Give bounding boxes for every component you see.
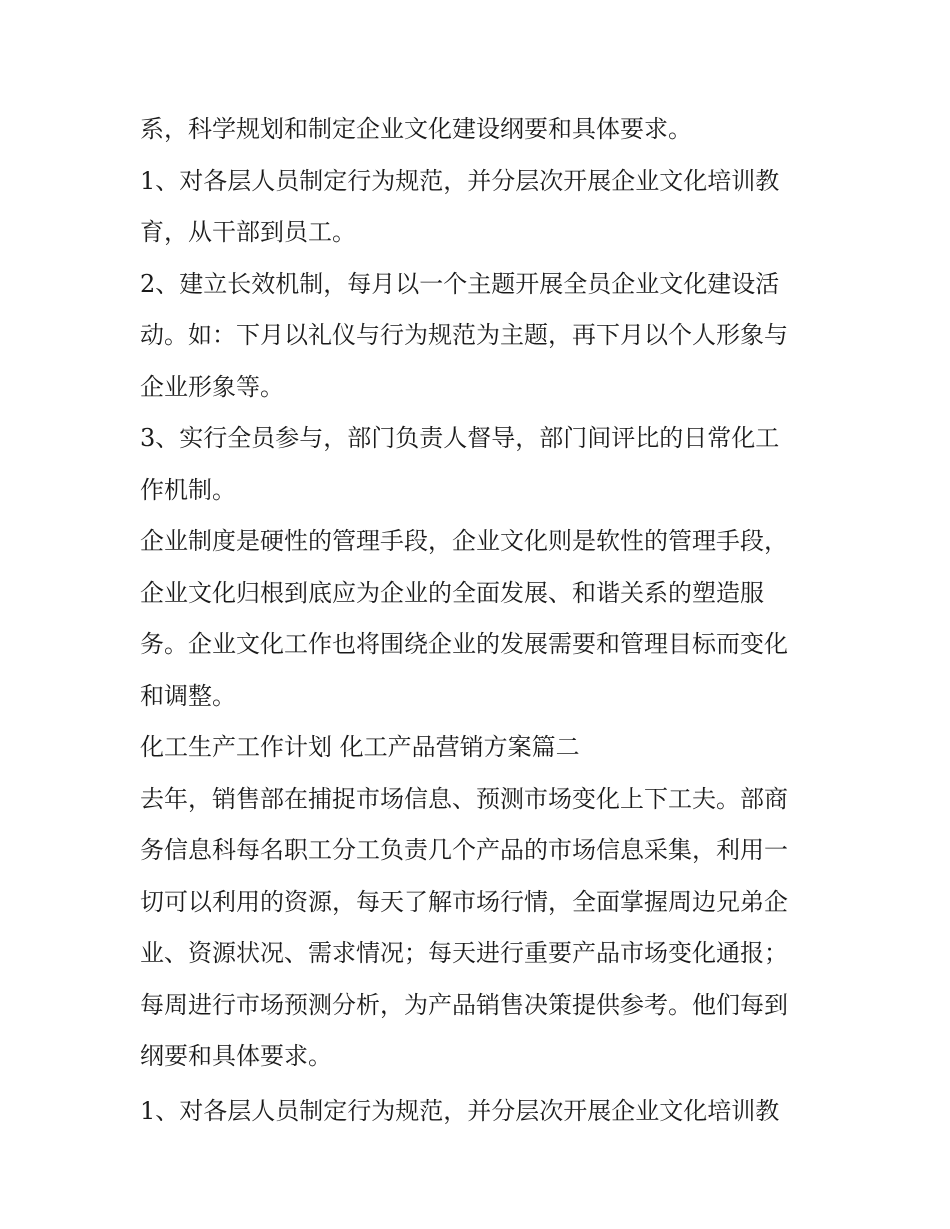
text-line: 切可以利用的资源，每天了解市场行情，全面掌握周边兄弟企 [140,887,788,916]
text-line: 1、对各层人员制定行为规范，并分层次开展企业文化培训教 [140,166,780,195]
text-line: 3、实行全员参与，部门负责人督导，部门间评比的日常化工 [140,424,780,452]
text-line: 2、建立长效机制，每月以一个主题开展全员企业文化建设活 [140,269,780,298]
text-line: 纲要和具体要求。 [140,1042,332,1070]
document-body [140,109,820,1143]
text-line: 业、资源状况、需求情况；每天进行重要产品市场变化通报； [140,939,788,967]
text-line: 务。企业文化工作也将围绕企业的发展需要和管理目标而变化 [140,630,788,658]
text-line: 企业形象等。 [140,372,284,401]
text-line: 系，科学规划和制定企业文化建设纲要和具体要求。 [140,115,692,143]
text-line: 企业文化归根到底应为企业的全面发展、和谐关系的塑造服 [140,578,764,607]
text-line: 务信息科每名职工分工负责几个产品的市场信息采集，利用一 [140,836,788,864]
text-line: 育，从干部到员工。 [140,218,356,246]
text-line: 去年，销售部在捕捉市场信息、预测市场变化上下工夫。部商 [140,784,788,813]
text-line: 和调整。 [140,681,236,710]
text-line: 动。如：下月以礼仪与行为规范为主题，再下月以个人形象与 [140,321,788,349]
text-line: 每周进行市场预测分析，为产品销售决策提供参考。他们每到 [140,990,788,1019]
text-line: 企业制度是硬性的管理手段，企业文化则是软性的管理手段， [140,527,788,555]
text-line: 1、对各层人员制定行为规范，并分层次开展企业文化培训教 [140,1097,780,1125]
text-line: 作机制。 [140,475,236,504]
section-heading: 化工生产工作计划 化工产品营销方案篇二 [140,733,580,761]
